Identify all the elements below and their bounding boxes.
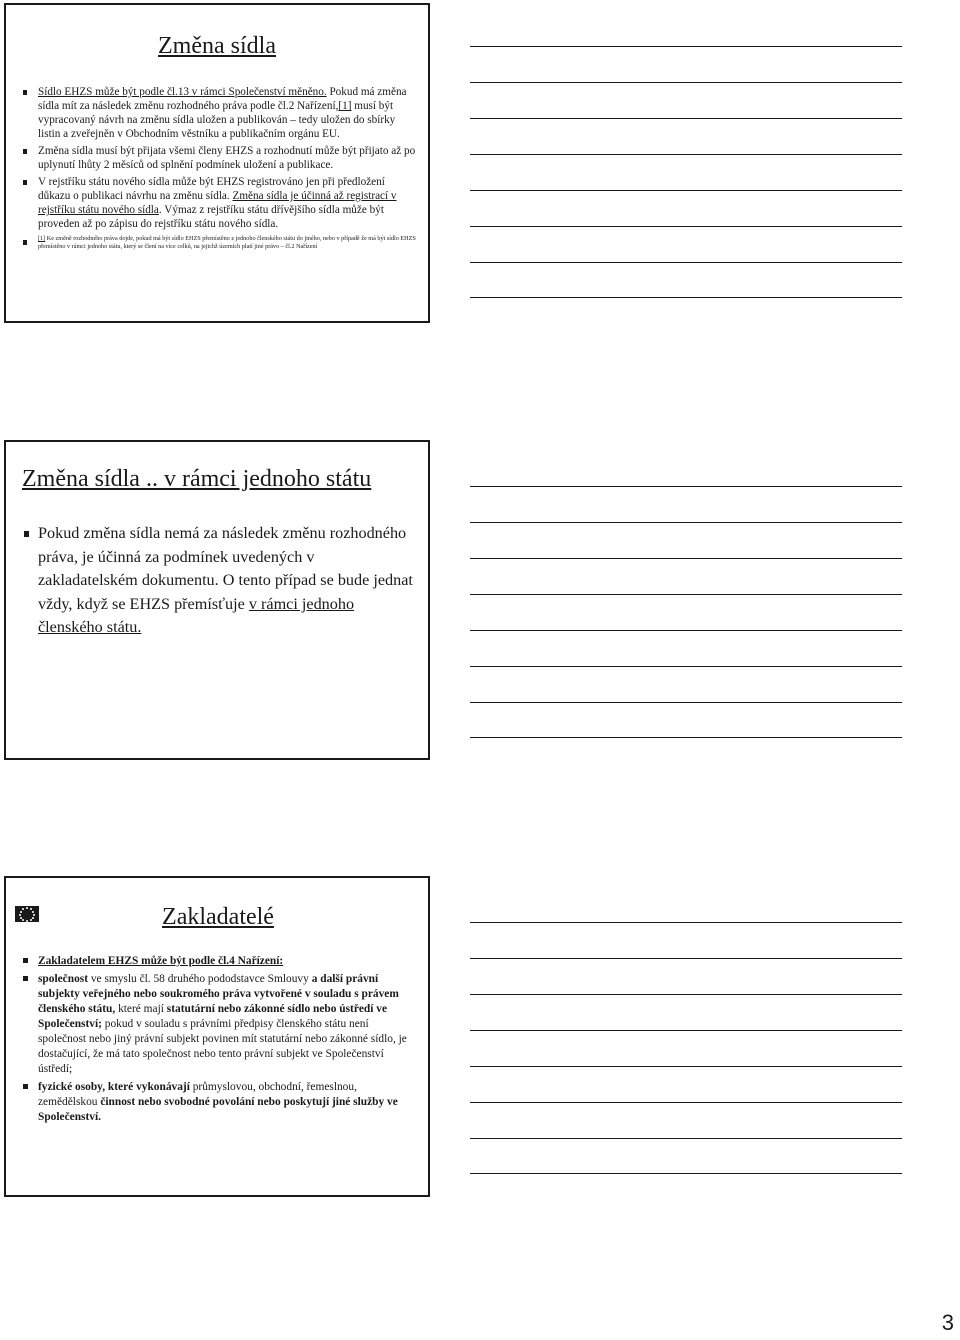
slide-zakladatele (4, 876, 430, 1197)
notes-lines (470, 440, 902, 760)
bullet-text: V rejstříku státu nového sídla může být EHZS registrováno jen při předložení důkazu o publikaci návrhu na změnu sídla. (38, 176, 385, 202)
notes-lines (470, 876, 902, 1196)
note-line (470, 522, 902, 523)
footnote-text: Ke změně rozhodného práva dojde, pokud má být sídlo EHZS přemístěno z jednoho členského státu do jiného, nebo v případě že má být sídlo EHZS přemístěno v rámci jednoho státu, který se člení na více celků, na jejichž územích platí jiné právo – čl.2 Nařízení (38, 235, 416, 251)
notes-lines (470, 0, 902, 340)
bullet-text-heading: Zakladatelem EHZS může být podle čl.4 Nařízení: (38, 955, 284, 967)
footnote-reference-link[interactable]: [1] (38, 235, 46, 242)
bullet-text-bold: statutární nebo zákonné sídlo nebo ústředí ve Společenství; (38, 1003, 388, 1030)
note-line (470, 1173, 902, 1174)
bullet-text: které mají (115, 1003, 167, 1015)
note-line (470, 1066, 902, 1067)
slide-title: Zakladatelé (162, 904, 274, 930)
bullet-text-underlined: v rámci jednoho členského státu. (38, 594, 355, 637)
note-line (470, 558, 902, 559)
note-line (470, 226, 902, 227)
slide-title: Změna sídla (158, 33, 276, 59)
bullet-text-bold: činnost nebo svobodné povolání nebo poskytují jiné služby ve Společenství. (38, 1096, 398, 1123)
note-line (470, 297, 902, 298)
bullet-item (38, 522, 414, 640)
bullet-list (38, 85, 416, 251)
note-line (470, 702, 902, 703)
note-line (470, 994, 902, 995)
bullet-text: Pokud má změna sídla mít za následek změnu rozhodného práva podle čl.2 Nařízení, (38, 86, 407, 112)
note-line (470, 46, 902, 47)
note-line (470, 118, 902, 119)
note-line (470, 1138, 902, 1139)
bullet-text: Změna sídla musí být přijata všemi členy EHZS a rozhodnutí může být přijato až po uplynutí lhůty 2 měsíců od splnění podmínek uložení a publikace. (38, 145, 416, 171)
bullet-item (38, 972, 416, 1077)
bullet-item (38, 954, 416, 969)
bullet-text: průmyslovou, obchodní, řemeslnou, zemědělskou (38, 1081, 357, 1108)
bullet-item (38, 175, 416, 231)
note-line (470, 262, 902, 263)
note-line (470, 594, 902, 595)
bullet-text-bold: fyzické osoby, které vykonávají (38, 1081, 190, 1093)
bullet-text: musí být vypracovaný návrh na změnu sídla uložen a publikován – tedy uložen do sbírky listin a zveřejněn v Obchodním věstníku a publikačním orgánu EU. (38, 100, 396, 140)
bullet-text: ve smyslu čl. 58 druhého pododstavce Smlouvy (88, 973, 312, 985)
slide-title: Změna sídla .. v rámci jednoho státu (22, 466, 372, 492)
bullet-item (38, 144, 416, 172)
bullet-list (38, 954, 416, 1128)
note-line (470, 190, 902, 191)
slide-zmena-sidla (4, 3, 430, 323)
bullet-text: Pokud změna sídla nemá za následek změnu rozhodného práva, je účinná za podmínek uvedených v zakladatelském dokumentu. O tento případ se bude jednat vždy, když se EHZS přemísťuje (38, 524, 413, 613)
note-line (470, 630, 902, 631)
note-line (470, 958, 902, 959)
bullet-item (38, 1080, 416, 1125)
bullet-item (38, 85, 416, 141)
bullet-item-empty (38, 235, 416, 251)
slide-zmena-sidla-v-ramci-statu (4, 440, 430, 760)
note-line (470, 1102, 902, 1103)
bullet-text: pokud v souladu s právními předpisy členského státu není společnost nebo jiný právní subjekt povinen mít statutární nebo zákonné sídlo, je dostačující, že má tato společnost nebo tento právní subjekt ve Společenství ústředí; (38, 1018, 407, 1075)
bullet-text-underlined: Změna sídla je účinná až registrací v rejstříku státu nového sídla (38, 190, 397, 216)
note-line (470, 486, 902, 487)
bullet-text-bold: společnost (38, 973, 88, 985)
note-line (470, 1030, 902, 1031)
note-line (470, 82, 902, 83)
note-line (470, 922, 902, 923)
bullet-text: . Výmaz z rejstříku státu dřívějšího sídla může být proveden až po zápisu do rejstříku státu nového sídla. (38, 204, 384, 230)
note-line (470, 154, 902, 155)
note-line (470, 666, 902, 667)
note-line (470, 737, 902, 738)
bullet-text-bold: a další právní subjekty veřejného nebo soukromého práva vytvořené v souladu s právem členského státu, (38, 973, 399, 1015)
footnote-reference-link[interactable]: [1] (338, 100, 352, 112)
footnote (38, 235, 416, 252)
bullet-list (38, 522, 414, 640)
page-number: 3 (941, 1310, 954, 1335)
bullet-text-underlined: Sídlo EHZS může být podle čl.13 v rámci Společenství měněno. (38, 86, 327, 98)
